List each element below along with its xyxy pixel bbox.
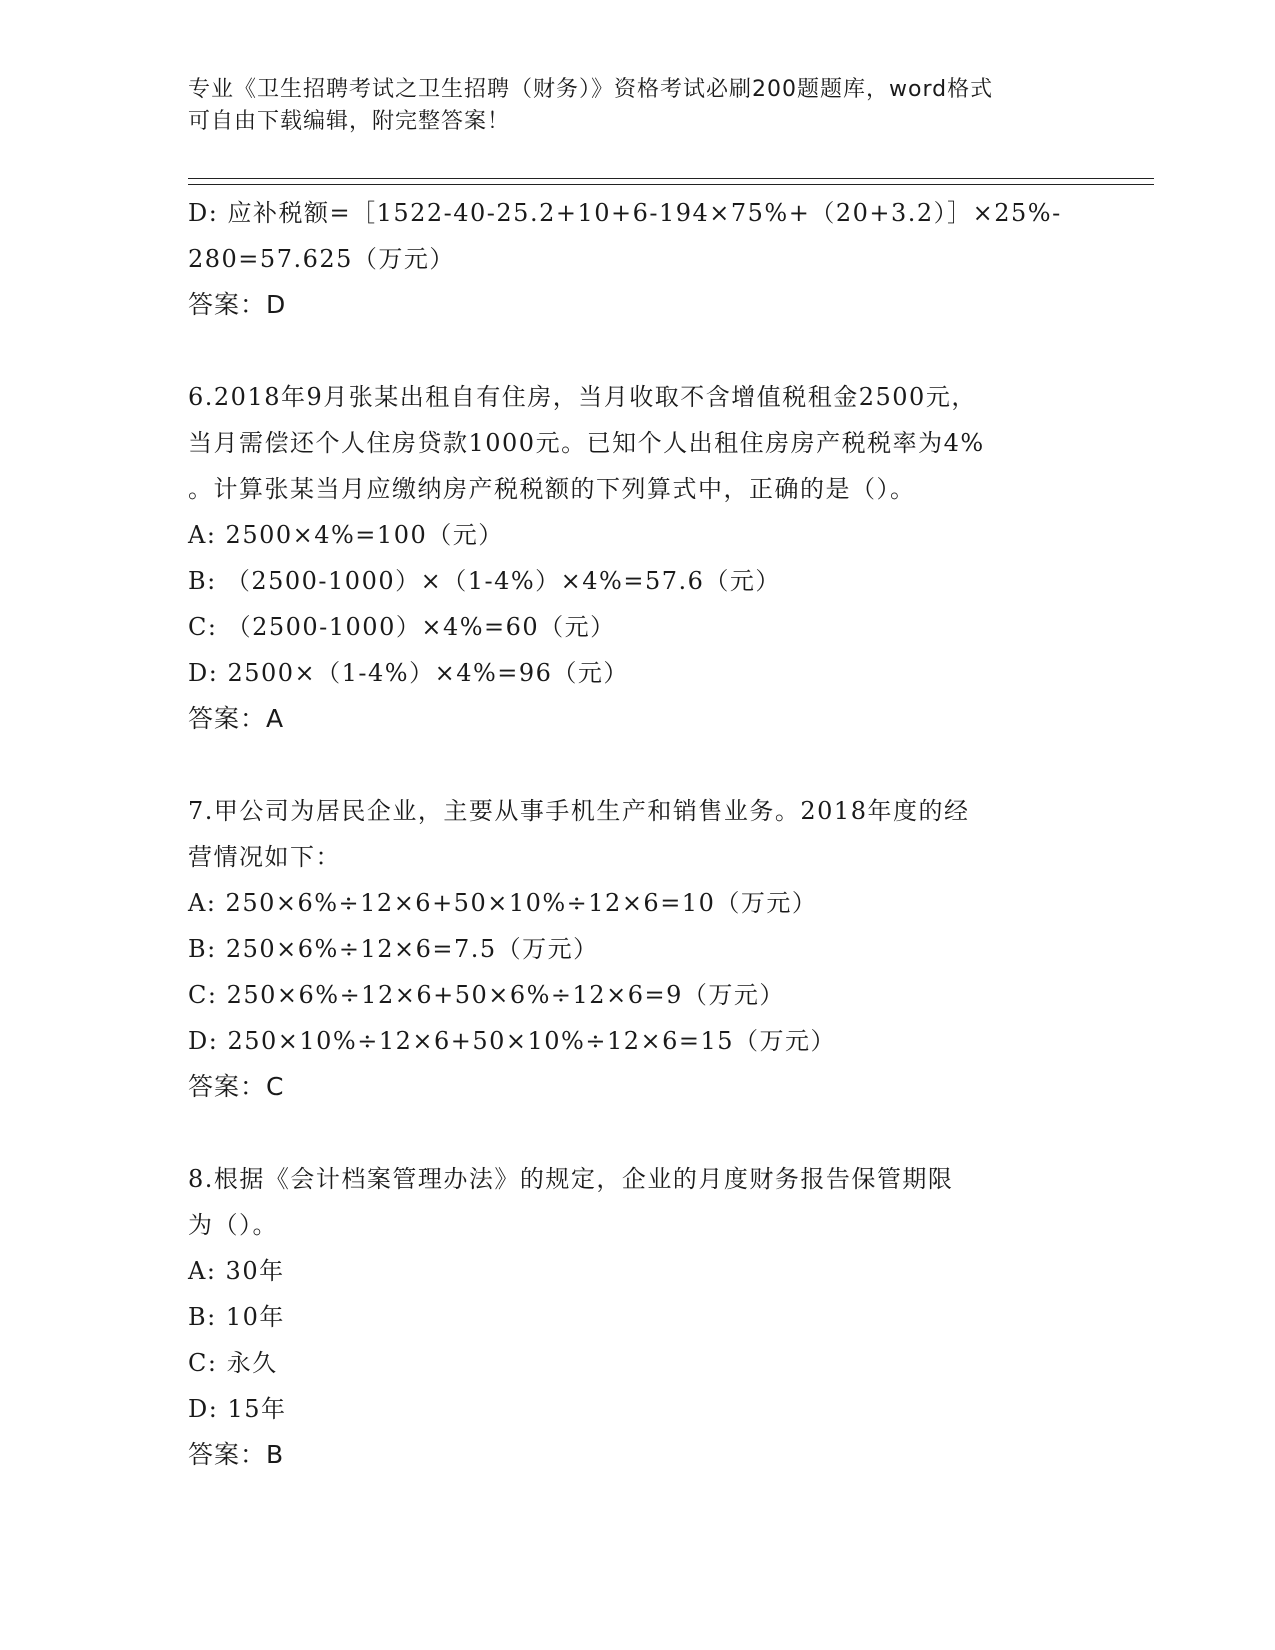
option-b: B: 250×6%÷12×6=7.5（万元）	[188, 935, 599, 963]
question-stem: 为（）。	[188, 1211, 278, 1239]
question-8	[188, 1156, 1088, 1478]
answer: 答案：B	[188, 1440, 285, 1469]
spacer	[188, 1110, 1088, 1156]
document-header	[188, 74, 1088, 138]
question-stem: 营情况如下：	[188, 843, 341, 871]
answer: 答案：D	[188, 290, 287, 319]
option-c: C: （2500-1000）×4%=60（元）	[188, 613, 616, 641]
option-d: D: 250×10%÷12×6+50×10%÷12×6=15（万元）	[188, 1027, 837, 1055]
header-divider-bottom	[188, 184, 1154, 185]
option-b: B: 10年	[188, 1303, 285, 1331]
header-divider-top	[188, 178, 1154, 179]
spacer	[188, 328, 1088, 374]
header-title-line-2: 可自由下载编辑，附完整答案！	[188, 109, 511, 134]
option-d-line-2: 280=57.625（万元）	[188, 245, 455, 273]
answer: 答案：C	[188, 1072, 285, 1101]
question-stem: 7.甲公司为居民企业，主要从事手机生产和销售业务。2018年度的经	[188, 797, 970, 825]
option-d-line-1: D: 应补税额=［1522-40-25.2+10+6-194×75%+（20+3.2）］×25%-	[188, 199, 1062, 227]
option-a: A: 2500×4%=100（元）	[188, 521, 504, 549]
question-stem: 。计算张某当月应缴纳房产税税额的下列算式中，正确的是（）。	[188, 475, 916, 503]
question-6	[188, 374, 1088, 742]
option-c: C: 250×6%÷12×6+50×6%÷12×6=9（万元）	[188, 981, 785, 1009]
question-list	[188, 190, 1088, 1478]
option-d: D: 2500×（1-4%）×4%=96（元）	[188, 659, 629, 687]
answer: 答案：A	[188, 704, 285, 733]
question-stem: 当月需偿还个人住房贷款1000元。已知个人出租住房房产税税率为4%	[188, 429, 985, 457]
previous-question-tail	[188, 190, 1088, 328]
spacer	[188, 742, 1088, 788]
option-b: B: （2500-1000）×（1-4%）×4%=57.6（元）	[188, 567, 781, 595]
option-a: A: 250×6%÷12×6+50×10%÷12×6=10（万元）	[188, 889, 818, 917]
question-stem: 8.根据《会计档案管理办法》的规定，企业的月度财务报告保管期限	[188, 1165, 954, 1193]
header-title-line-1: 专业《卫生招聘考试之卫生招聘（财务）》资格考试必刷200题题库，word格式	[188, 77, 994, 102]
question-stem: 6.2018年9月张某出租自有住房，当月收取不含增值税租金2500元，	[188, 383, 977, 411]
option-d: D: 15年	[188, 1395, 287, 1423]
option-c: C: 永久	[188, 1349, 278, 1377]
option-a: A: 30年	[188, 1257, 285, 1285]
question-7	[188, 788, 1088, 1110]
